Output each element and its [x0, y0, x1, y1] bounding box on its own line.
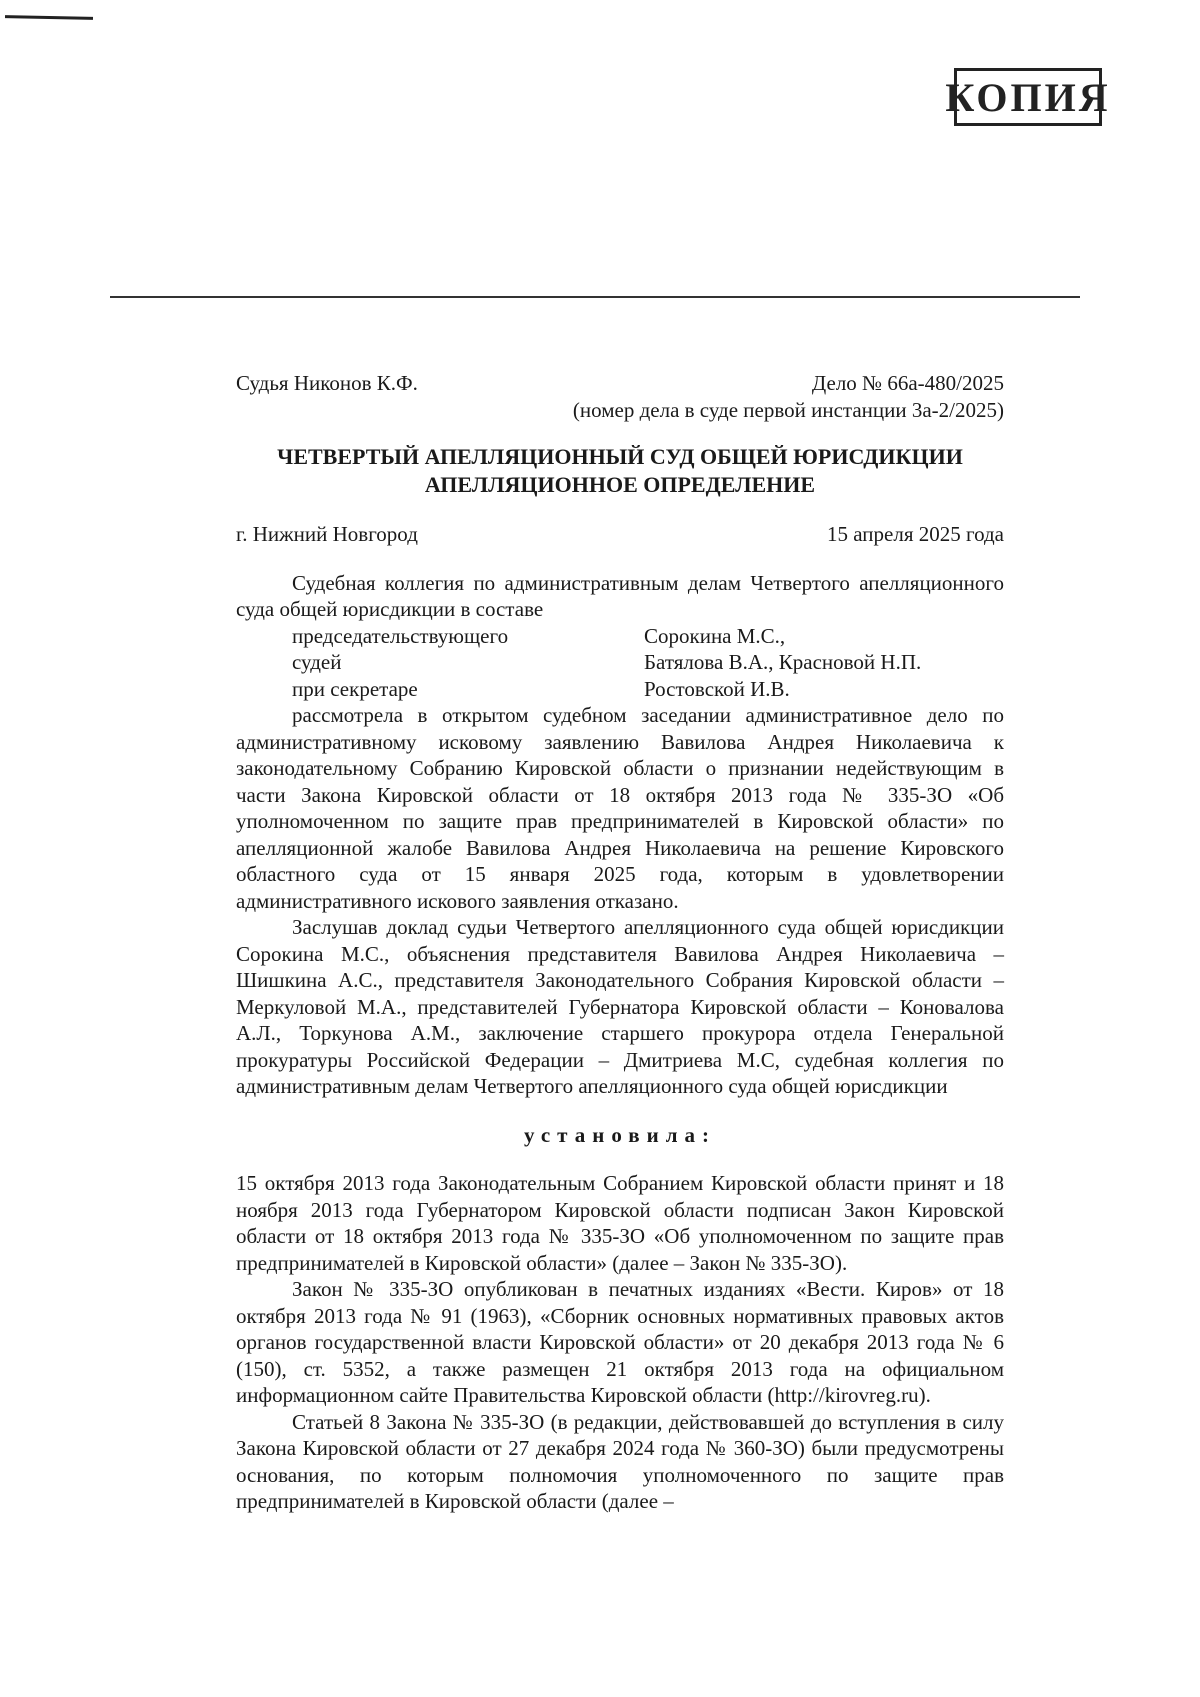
document-body	[236, 370, 1004, 1515]
header-row	[236, 370, 1004, 397]
composition-names: Ростовской И.В.	[644, 676, 790, 701]
composition-names: Батялова В.А., Красновой Н.П.	[644, 650, 922, 674]
first-instance-case: (номер дела в суде первой инстанции 3а-2/2025)	[572, 397, 1004, 422]
composition-role: при секретаре	[292, 676, 418, 701]
composition-names: Сорокина М.С.,	[644, 623, 786, 648]
scan-artifact-line	[5, 15, 93, 20]
composition-row	[292, 649, 1004, 676]
section-heading: установила:	[523, 1122, 717, 1147]
city: г. Нижний Новгород	[236, 522, 418, 546]
composition-role: судей	[292, 650, 342, 674]
document-type: АПЕЛЛЯЦИОННОЕ ОПРЕДЕЛЕНИЕ	[424, 472, 816, 497]
paragraph: Заслушав доклад судьи Четвертого апелляционного суда общей юрисдикции Сорокина М.С., объяснения представителя Вавилова Андрея Николаевича – Шишкина А.С., представителя Законодательного Собрания Кировской области – Меркуловой М.А., представителей Губернатора Кировской области – Коновалова А.Л., Торкунова А.М., заключение старшего прокурора отдела Генеральной прокуратуры Российской Федерации – Дмитриева М.С, судебная коллегия по административным делам Четвертого апелляционного суда общей юрисдикции	[236, 915, 1004, 1098]
composition-row	[292, 676, 1004, 703]
paragraph: Закон № 335-ЗО опубликован в печатных изданиях «Вести. Киров» от 18 октября 2013 года № 91 (1963), «Сборник основных нормативных правовых актов органов государственной власти Кировской области» от 20 декабря 2013 года № 6 (150), ст. 5352, а также размещен 21 октября 2013 года на официальном информационном сайте Правительства Кировской области (http://kirovreg.ru).	[236, 1277, 1004, 1407]
paragraph: рассмотрела в открытом судебном заседании административное дело по административному исковому заявлению Вавилова Андрея Николаевича к законодательному Собранию Кировской области о признании недействующим в части Закона Кировской области от 18 октября 2013 года № 335-ЗО «Об уполномоченном по защите прав предпринимателей в Кировской области» по апелляционной жалобе Вавилова Андрея Николаевича на решение Кировского областного суда от 15 января 2025 года, которым в удовлетворении административного искового заявления отказано.	[236, 703, 1004, 913]
judge-name: Судья Никонов К.Ф.	[236, 371, 418, 395]
copy-stamp: КОПИЯ	[954, 68, 1102, 126]
court-composition	[292, 623, 1004, 703]
document-title	[236, 443, 1004, 499]
paragraph: 15 октября 2013 года Законодательным Собранием Кировской области принят и 18 ноября 2013 года Губернатором Кировской области подписан Закон Кировской области от 18 октября 2013 года № 335-ЗО «Об уполномоченном по защите прав предпринимателей в Кировской области» (далее – Закон № 335-ЗО).	[236, 1171, 1004, 1275]
composition-role: председательствующего	[292, 623, 509, 648]
top-divider	[110, 296, 1080, 298]
composition-row	[292, 623, 1004, 650]
case-number: Дело № 66а-480/2025	[811, 371, 1004, 395]
intro-paragraph: Судебная коллегия по административным делам Четвертого апелляционного суда общей юрисдикции в составе	[236, 570, 1004, 621]
paragraph: Статьей 8 Закона № 335-ЗО (в редакции, действовавшей до вступления в силу Закона Кировской области от 27 декабря 2024 года № 360-ЗО) были предусмотрены основания, по которым полномочия уполномоченного по защите прав предпринимателей в Кировской области (далее –	[236, 1409, 1004, 1513]
court-name: ЧЕТВЕРТЫЙ АПЕЛЛЯЦИОННЫЙ СУД ОБЩЕЙ ЮРИСДИКЦИИ	[277, 444, 963, 469]
decision-date: 15 апреля 2025 года	[827, 522, 1004, 546]
place-date-row	[236, 521, 1004, 548]
